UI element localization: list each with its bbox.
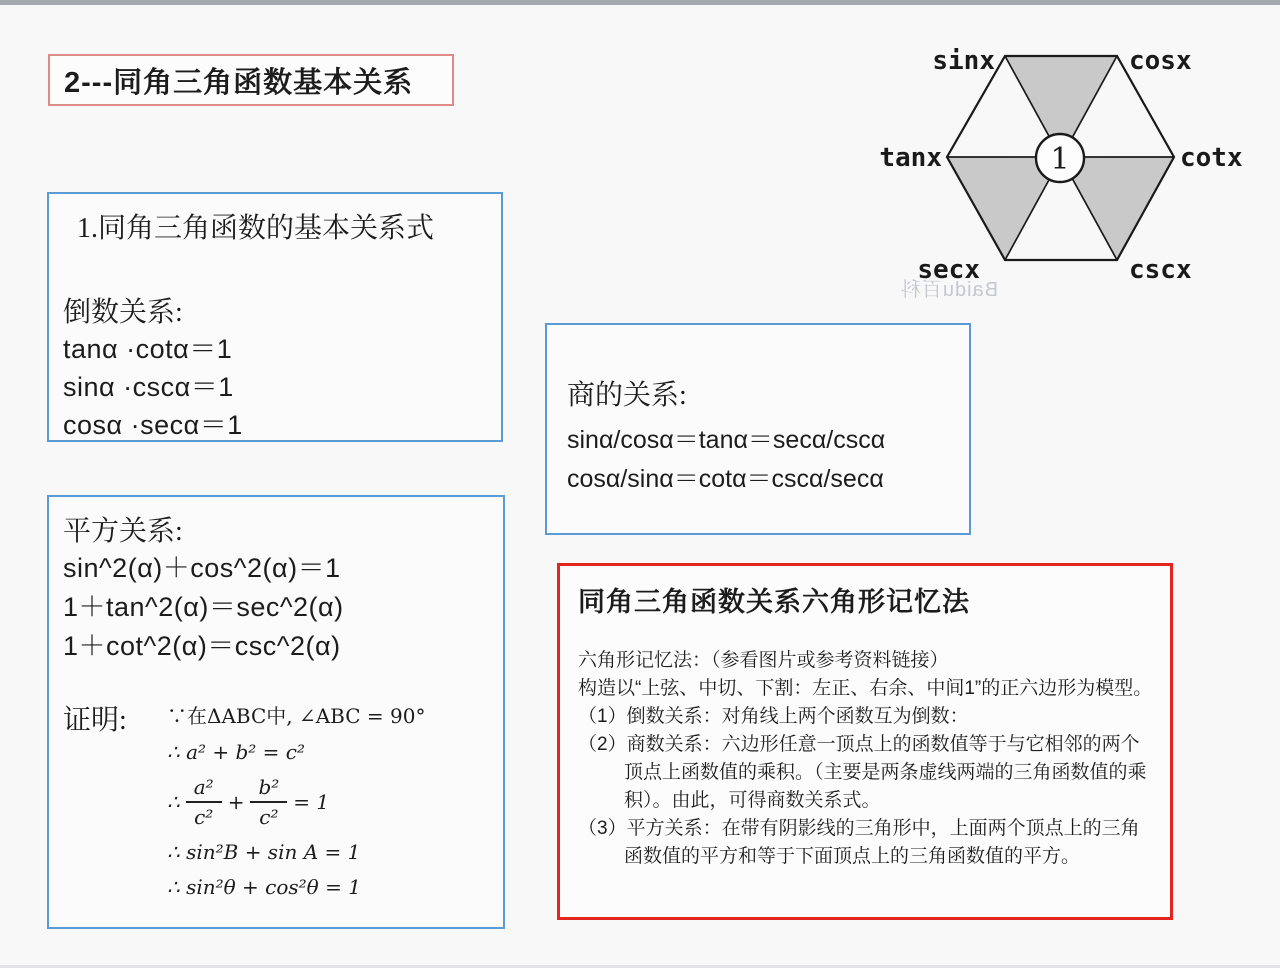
square-box-heading: 平方关系:	[63, 516, 183, 547]
label-cotx: cotx	[1180, 143, 1243, 173]
reciprocal-relations-box	[47, 192, 503, 442]
memory-intro-1: 六角形记忆法：（参看图片或参考资料链接）	[578, 650, 949, 671]
reciprocal-subheading: 倒数关系:	[63, 297, 183, 328]
quotient-relations-box	[545, 323, 971, 535]
hexagon-memory-method-box	[557, 563, 1173, 920]
label-cscx: cscx	[1129, 255, 1192, 285]
reciprocal-formula-2: sinα ·cscα＝1	[63, 372, 234, 402]
proof-step-pythagoras: ∴ a² + b² = c²	[167, 740, 306, 764]
memory-rule-quotient: （2）商数关系：六边形任意一顶点上的函数值等于与它相邻的两个顶点上函数值的乘积。（主要是两条虚线两端的三角函数值的乘积）。由此，可得商数关系式。	[578, 734, 1147, 811]
therefore-symbol: ∴	[167, 790, 180, 814]
title-box	[48, 54, 454, 106]
label-sinx: sinx	[932, 46, 995, 76]
square-relations-box	[47, 495, 505, 929]
quotient-formula-2: cosα/sinα＝cotα＝cscα/secα	[567, 465, 884, 493]
label-secx: secx	[917, 255, 980, 285]
reciprocal-formula-3: cosα ·secα＝1	[63, 410, 243, 440]
quotient-box-heading: 商的关系:	[567, 380, 687, 411]
memory-rule-square: （3）平方关系：在带有阴影线的三角形中，上面两个顶点上的三角函数值的平方和等于下面顶点上的三角函数值的平方。	[578, 818, 1140, 867]
square-formula-1: sin^2(α)＋cos^2(α)＝1	[63, 553, 341, 583]
watermark: Baidu百科	[899, 279, 998, 301]
memory-box-title: 同角三角函数关系六角形记忆法	[578, 587, 970, 617]
proof-steps	[167, 698, 425, 910]
page-title: 2---同角三角函数基本关系	[64, 66, 414, 99]
quotient-formula-1: sinα/cosα＝tanα＝secα/cscα	[567, 426, 886, 454]
proof-label: 证明:	[63, 705, 127, 736]
square-formula-3: 1＋cot^2(α)＝csc^2(α)	[63, 631, 341, 661]
label-cosx: cosx	[1129, 46, 1192, 76]
fraction-a-over-c: $\frac{\text{a²}}{\text{c²}}$	[186, 775, 222, 829]
reciprocal-formula-1: tanα ·cotα＝1	[63, 334, 233, 364]
proof-conclusion: ∴ sin²θ + cos²θ = 1	[167, 875, 361, 899]
memory-intro-2: 构造以“上弦、中切、下割：左正、右余、中间1”的正六边形为模型。	[578, 678, 1153, 699]
hexagon-svg	[862, 24, 1258, 312]
proof-section	[63, 698, 497, 910]
equals-one: = 1	[293, 790, 330, 814]
label-tanx: tanx	[879, 143, 942, 173]
square-formula-2: 1＋tan^2(α)＝sec^2(α)	[63, 592, 344, 622]
memory-rule-reciprocal: （1）倒数关系：对角线上两个函数互为倒数：	[578, 706, 969, 727]
plus-symbol: +	[227, 790, 245, 814]
fraction-b-over-c: $\frac{\text{b²}}{\text{c²}}$	[250, 775, 287, 829]
memory-box-body	[578, 647, 1156, 871]
hexagon-diagram	[862, 24, 1258, 312]
reciprocal-box-heading: 1.同角三角函数的基本关系式	[77, 213, 435, 244]
proof-step-fraction	[167, 775, 425, 829]
top-edge-strip	[0, 0, 1280, 5]
proof-step-sines: ∴ sin²B + sin A = 1	[167, 840, 361, 864]
proof-premise: ∵在ΔABC中, ∠ABC = 90°	[167, 704, 426, 728]
center-value: 1	[1050, 142, 1070, 177]
